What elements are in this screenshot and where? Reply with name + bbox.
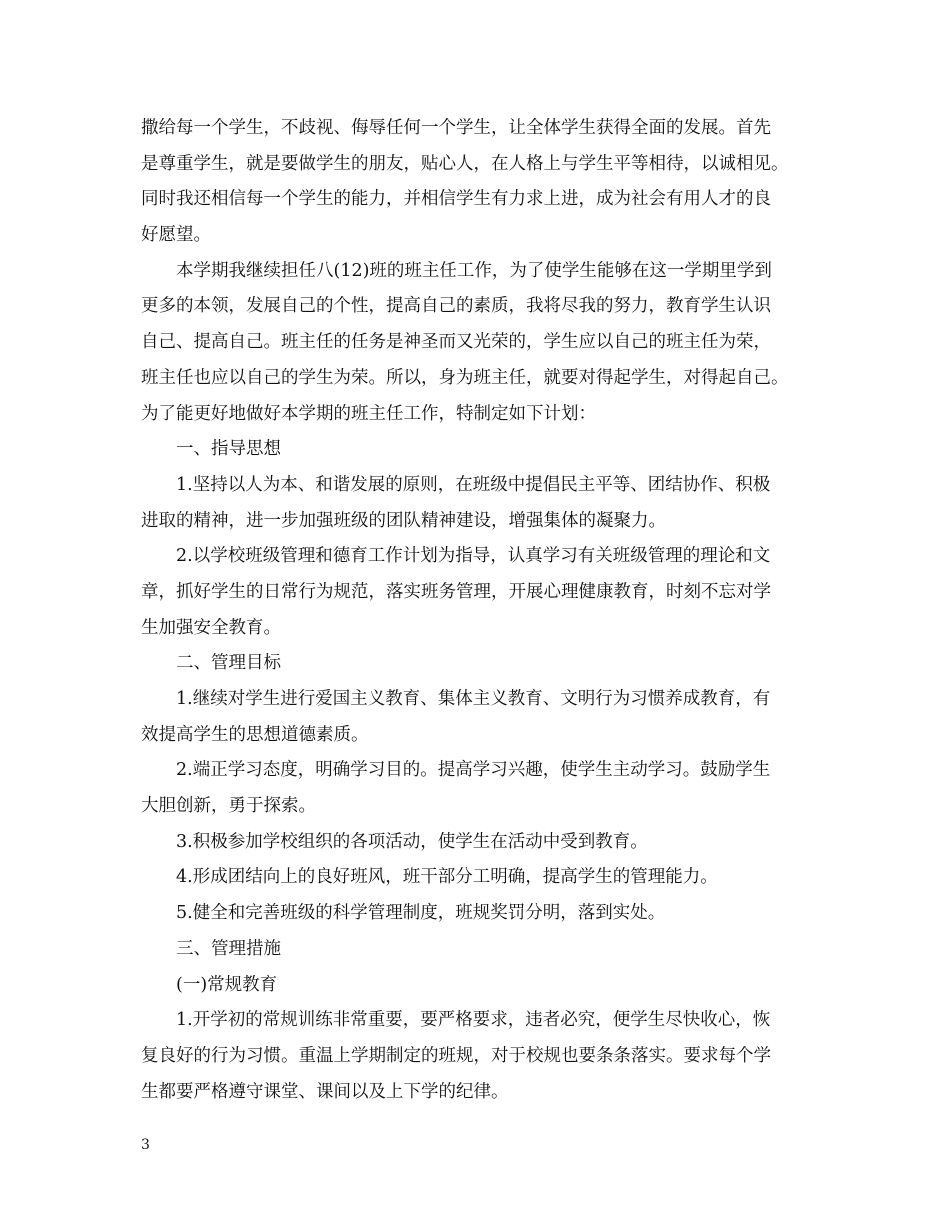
text-line: 复良好的行为习惯。重温上学期制定的班规，对于校规也要条条落实。要求每个学	[141, 1045, 771, 1066]
text-line: 为了能更好地做好本学期的班主任工作，特制定如下计划：	[141, 403, 596, 424]
text-line: 自己、提高自己。班主任的任务是神圣而又光荣的，学生应以自己的班主任为荣，	[141, 332, 771, 353]
page-number: 3	[141, 1137, 150, 1153]
text-line: 3.积极参加学校组织的各项活动，使学生在活动中受到教育。	[176, 831, 648, 852]
text-line: 大胆创新，勇于探索。	[141, 796, 316, 817]
text-line: 进取的精神，进一步加强班级的团队精神建设，增强集体的凝聚力。	[141, 510, 666, 531]
document-body	[141, 111, 821, 1110]
text-line: 章，抓好学生的日常行为规范，落实班务管理，开展心理健康教育，时刻不忘对学	[141, 581, 771, 602]
text-line: 更多的本领，发展自己的个性，提高自己的素质，我将尽我的努力，教育学生认识	[141, 296, 771, 317]
text-line: 4.形成团结向上的良好班风，班干部分工明确，提高学生的管理能力。	[176, 867, 718, 888]
text-line: 一、指导思想	[176, 439, 281, 460]
text-line: 是尊重学生，就是要做学生的朋友，贴心人，在人格上与学生平等相待，以诚相见。	[141, 153, 789, 174]
text-line: 生加强安全教育。	[141, 617, 281, 638]
text-line: 撒给每一个学生，不歧视、侮辱任何一个学生，让全体学生获得全面的发展。首先	[141, 118, 771, 138]
text-line: 1.开学初的常规训练非常重要，要严格要求，违者必究，便学生尽快收心，恢	[176, 1010, 771, 1031]
text-line: 生都要严格遵守课堂、课间以及上下学的纪律。	[141, 1081, 509, 1102]
text-line: 二、管理目标	[176, 653, 281, 674]
text-line: 班主任也应以自己的学生为荣。所以，身为班主任，就要对得起学生，对得起自己。	[141, 367, 789, 388]
text-line: 效提高学生的思想道德素质。	[141, 724, 369, 745]
text-line: 三、管理措施	[176, 938, 281, 959]
text-line: 1.继续对学生进行爱国主义教育、集体主义教育、文明行为习惯养成教育，有	[176, 689, 771, 709]
text-line: 本学期我继续担任八(12)班的班主任工作，为了使学生能够在这一学期里学到	[176, 260, 772, 281]
text-line: 2.以学校班级管理和德育工作计划为指导，认真学习有关班级管理的理论和文	[176, 546, 771, 567]
text-line: 1.坚持以人为本、和谐发展的原则，在班级中提倡民主平等、团结协作、积极	[176, 474, 771, 495]
text-line: 5.健全和完善班级的科学管理制度，班规奖罚分明，落到实处。	[176, 903, 666, 924]
text-line: (一)常规教育	[176, 974, 278, 995]
text-line: 同时我还相信每一个学生的能力，并相信学生有力求上进，成为社会有用人才的良	[141, 189, 771, 210]
text-line: 2.端正学习态度，明确学习目的。提高学习兴趣，使学生主动学习。鼓励学生	[176, 760, 771, 781]
text-line: 好愿望。	[141, 225, 211, 246]
